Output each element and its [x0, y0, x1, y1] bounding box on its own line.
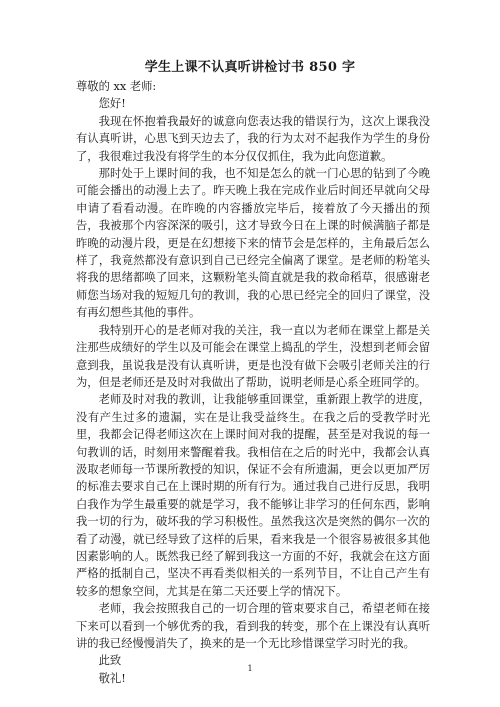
closing-line-1: 此致 [98, 654, 122, 668]
greeting: 您好! [98, 97, 126, 111]
document-body [76, 78, 430, 687]
body-paragraph: 我现在怀抱着我最好的诚意向您表达我的错误行为，这次上课我没有认真听讲，心思飞到天边去了，我的行为太对不起我作为学生的身份了，我很难过我没有将学生的本分仅仅抓住，我为此向您道歉。 [76, 114, 430, 163]
body-paragraph: 我特别开心的是老师对我的关注，我一直以为老师在课堂上都是关注那些成绩好的学生以及可能会在课堂上捣乱的学生，没想到老师会留意到我，虽说我是没有认真听讲，更是也没有做下会吸引老师关注的行为，但是老师还是及时对我做出了帮助，说明老师是心系全班同学的。 [76, 323, 430, 389]
salutation: 尊敬的 xx 老师: [76, 80, 157, 93]
body-paragraph: 老师及时对我的教训，让我能够重回课堂，重新跟上教学的进度，没有产生过多的遗漏，实在是让我受益终生。在我之后的受教学时光里，我都会记得老师这次在上课时间对我的提醒，甚至是对我说的每一句教训的话，时刻用来警醒着我。我相信在之后的时光中，我都会认真汲取老师每一节课所教授的知识，保证不会有所遗漏，更会以更加严厉的标准去要求自己在上课时期的所有行为。通过我自己进行反思，我明白我作为学生最重要的就是学习，我不能够让非学习的任何东西，影响我一切的行为，破坏我的学习积极性。虽然我这次是突然的偶尔一次的看了动漫，就已经导致了这样的后果，看来我是一个很容易被很多其他因素影响的人。既然我已经了解到我这一方面的不好，我就会在这方面严格的抵制自己，坚决不再看类似相关的一系列节目，不让自己产生有较多的想象空间，尤其是在第二天还要上学的情况下。 [76, 393, 430, 598]
body-paragraph: 老师，我会按照我自己的一切合理的管束要求自己，希望老师在接下来可以看到一个够优秀的我，看到我的转变，那个在上课没有认真听讲的我已经慢慢消失了，换来的是一个无比珍惜课堂学习时光的我。 [76, 602, 430, 650]
document-title: 学生上课不认真听讲检讨书 850 字 [144, 60, 356, 75]
page-number: 1 [247, 664, 253, 673]
body-paragraph: 那时处于上课时间的我，也不知是怎么的就一门心思的钻到了今晚可能会播出的动漫上去了。昨天晚上我在完成作业后时间还早就向父母申请了看看动漫。在昨晚的内容播放完毕后，接着放了今天播出的预告，我被那个内容深深的吸引，这才导致今日在上课的时候满脑子都是昨晚的动漫片段，更是在幻想接下来的情节会是怎样的，主角最后怎么样了，我竟然都没有意识到自己已经完全偏离了课堂。是老师的粉笔头将我的思绪都唤了回来，这颗粉笔头简直就是我的救命稻草，很感谢老师您当场对我的短短几句的教训，我的心思已经完全的回归了课堂，没有再幻想些其他的事件。 [76, 167, 430, 320]
closing-line-2: 敬礼! [98, 671, 126, 685]
